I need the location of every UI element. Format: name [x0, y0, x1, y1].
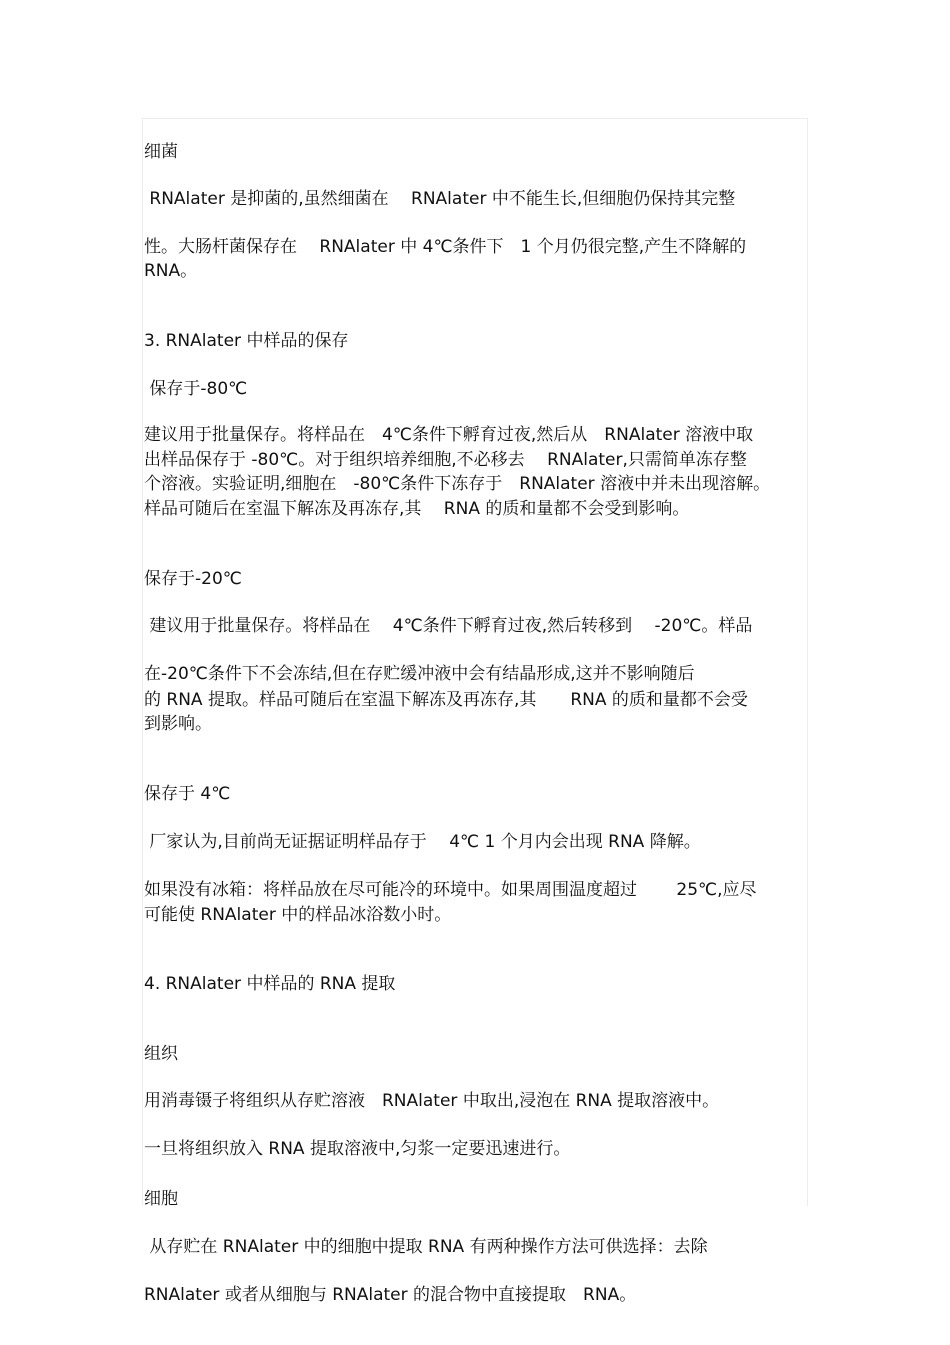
heading-bacteria: 细菌 — [144, 142, 178, 162]
paragraph-line: RNAlater 或者从细胞与 RNAlater 的混合物中直接提取 RNA。 — [144, 1285, 637, 1305]
paragraph-line: 出样品保存于 -80℃。对于组织培养细胞,不必移去 RNAlater,只需简单冻存整 — [144, 450, 747, 470]
paragraph-line: 厂家认为,目前尚无证据证明样品存于 4℃ 1 个月内会出现 RNA 降解。 — [144, 832, 701, 852]
paragraph-line: 从存贮在 RNAlater 中的细胞中提取 RNA 有两种操作方法可供选择：去除 — [144, 1237, 708, 1257]
paragraph-line: 性。大肠杆菌保存在 RNAlater 中 4℃条件下 1 个月仍很完整,产生不降解的 — [144, 237, 747, 257]
paragraph-line: 样品可随后在室温下解冻及再冻存,其 RNA 的质和量都不会受到影响。 — [144, 499, 690, 519]
subheading-minus80: 保存于-80℃ — [144, 379, 248, 399]
subheading-4c: 保存于 4℃ — [144, 784, 231, 804]
paragraph-line: 建议用于批量保存。将样品在 4℃条件下孵育过夜,然后从 RNAlater 溶液中取 — [144, 425, 754, 445]
paragraph-line: 建议用于批量保存。将样品在 4℃条件下孵育过夜,然后转移到 -20℃。样品 — [144, 616, 753, 636]
paragraph-line: 用消毒镊子将组织从存贮溶液 RNAlater 中取出,浸泡在 RNA 提取溶液中。 — [144, 1091, 720, 1111]
subheading-minus20: 保存于-20℃ — [144, 569, 242, 589]
paragraph-line: 在-20℃条件下不会冻结,但在存贮缓冲液中会有结晶形成,这并不影响随后 — [144, 664, 695, 684]
subheading-cells: 细胞 — [144, 1189, 178, 1209]
paragraph-line: 个溶液。实验证明,细胞在 -80℃条件下冻存于 RNAlater 溶液中并未出现溶解。 — [144, 474, 771, 494]
section-heading-4: 4. RNAlater 中样品的 RNA 提取 — [144, 974, 396, 994]
paragraph-line: 一旦将组织放入 RNA 提取溶液中,匀浆一定要迅速进行。 — [144, 1139, 571, 1159]
paragraph-line: 到影响。 — [144, 714, 212, 734]
paragraph-line: 如果没有冰箱：将样品放在尽可能冷的环境中。如果周围温度超过 25℃,应尽 — [144, 880, 757, 900]
paragraph-line: 的 RNA 提取。样品可随后在室温下解冻及再冻存,其 RNA 的质和量都不会受 — [144, 690, 748, 710]
subheading-tissue: 组织 — [144, 1044, 178, 1064]
paragraph-line: RNAlater 是抑菌的,虽然细菌在 RNAlater 中不能生长,但细胞仍保持其完整 — [144, 189, 736, 209]
paragraph-line: RNA。 — [144, 261, 198, 281]
section-heading-3: 3. RNAlater 中样品的保存 — [144, 331, 349, 351]
paragraph-line: 可能使 RNAlater 中的样品冰浴数小时。 — [144, 905, 452, 925]
